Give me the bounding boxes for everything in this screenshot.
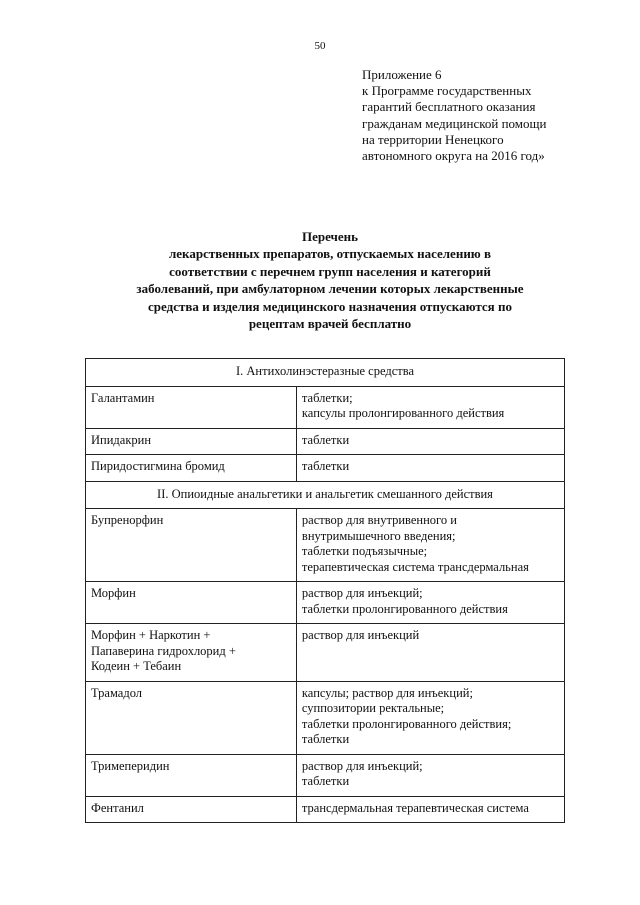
table-row	[86, 386, 565, 428]
dosage-form: капсулы; раствор для инъекций;	[301, 685, 473, 700]
appendix-line: Приложение 6	[362, 67, 442, 82]
dosage-form: таблетки	[301, 432, 350, 447]
appendix-line: автономного округа на 2016 год»	[362, 148, 545, 164]
drug-name: Кодеин + Тебаин	[91, 659, 182, 673]
drug-name: Тримеперидин	[91, 758, 170, 773]
drug-name-cell	[86, 428, 297, 455]
group-title: II. Опиоидные анальгетики и анальгетик смешанного действия	[86, 481, 565, 509]
dosage-form: таблетки;	[301, 390, 353, 405]
drug-name-cell	[86, 624, 297, 682]
dosage-form: таблетки	[301, 459, 350, 473]
drug-list-table	[85, 358, 565, 823]
dosage-form-cell	[296, 509, 564, 582]
drug-name-cell	[86, 455, 297, 482]
dosage-form: таблетки пролонгированного действия;	[301, 716, 512, 731]
dosage-form: таблетки	[301, 732, 350, 746]
dosage-form: внутримышечного введения;	[301, 528, 456, 543]
dosage-form-cell	[296, 754, 564, 796]
drug-name-cell	[86, 754, 297, 796]
dosage-form: раствор для инъекций;	[301, 586, 423, 600]
drug-name: Пиридостигмина бромид	[91, 459, 225, 473]
dosage-form-cell	[296, 386, 564, 428]
appendix-line: к Программе государственных	[362, 83, 532, 99]
drug-name-cell	[86, 796, 297, 823]
group-header-row	[86, 359, 565, 387]
dosage-form-cell	[296, 796, 564, 823]
drug-name: Бупренорфин	[91, 513, 164, 527]
drug-name: Галантамин	[91, 390, 155, 405]
dosage-form: суппозитории ректальные;	[301, 701, 445, 715]
drug-name: Фентанил	[91, 800, 144, 815]
table-row	[86, 681, 565, 754]
drug-name: Морфин	[91, 586, 136, 600]
dosage-form: таблетки пролонгированного действия	[301, 601, 508, 616]
drug-name: Папаверина гидрохлорид +	[91, 643, 236, 658]
drug-name-cell	[86, 681, 297, 754]
drug-name-cell	[86, 582, 297, 624]
dosage-form-cell	[296, 428, 564, 455]
dosage-form-cell	[296, 582, 564, 624]
dosage-form-cell	[296, 455, 564, 482]
title-line: Перечень	[301, 229, 359, 244]
title-line: лекарственных препаратов, отпускаемых населению в	[168, 246, 492, 262]
table-row	[86, 509, 565, 582]
table-row	[86, 754, 565, 796]
dosage-form: таблетки	[301, 774, 350, 788]
group-title: I. Антихолинэстеразные средства	[86, 359, 565, 387]
drug-name: Морфин + Наркотин +	[91, 628, 211, 642]
table-row	[86, 455, 565, 482]
page-number: 50	[314, 40, 326, 52]
drug-name: Трамадол	[91, 685, 143, 700]
dosage-form: раствор для инъекций;	[301, 758, 423, 773]
drug-name: Ипидакрин	[91, 432, 152, 447]
dosage-form: капсулы пролонгированного действия	[301, 406, 505, 420]
drug-name-cell	[86, 509, 297, 582]
title-line: средства и изделия медицинского назначения отпускаются по	[148, 298, 512, 314]
group-header-row	[86, 481, 565, 509]
appendix-line: гарантий бесплатного оказания	[362, 99, 536, 115]
dosage-form: раствор для инъекций	[301, 628, 420, 642]
title-line: соответствии с перечнем групп населения и категорий	[169, 263, 491, 279]
table-row	[86, 428, 565, 455]
dosage-form: терапевтическая система трансдермальная	[301, 559, 529, 574]
document-title	[120, 228, 540, 332]
dosage-form: трансдермальная терапевтическая система	[301, 800, 529, 815]
table-row	[86, 796, 565, 823]
appendix-line: на территории Ненецкого	[362, 131, 504, 147]
dosage-form: таблетки подъязычные;	[301, 544, 428, 558]
appendix-line: гражданам медицинской помощи	[362, 115, 547, 131]
drug-name-cell	[86, 386, 297, 428]
title-line: заболеваний, при амбулаторном лечении которых лекарственные	[136, 281, 524, 297]
table-row	[86, 624, 565, 682]
dosage-form: раствор для внутривенного и	[301, 513, 457, 527]
appendix-note	[362, 67, 592, 164]
dosage-form-cell	[296, 624, 564, 682]
dosage-form-cell	[296, 681, 564, 754]
table-row	[86, 582, 565, 624]
title-line: рецептам врачей бесплатно	[248, 316, 412, 332]
